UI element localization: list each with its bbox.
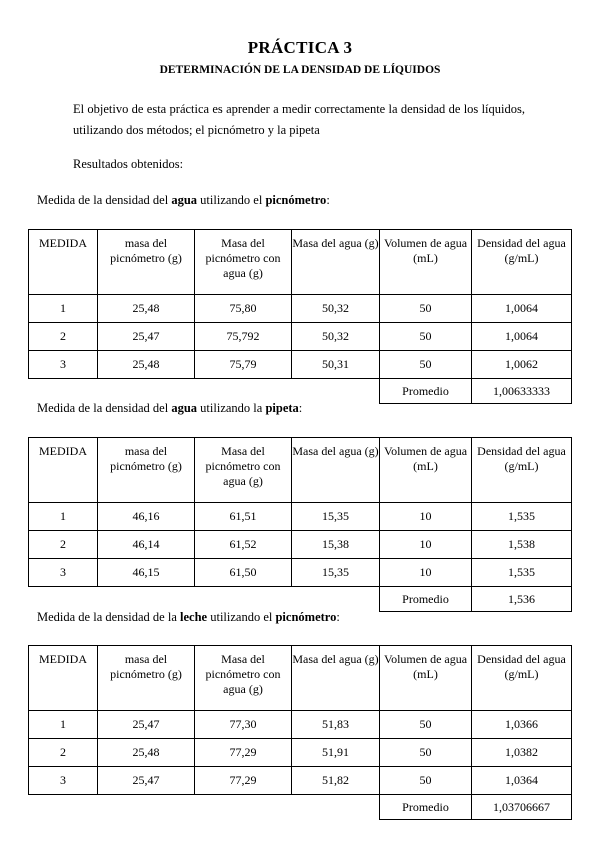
header-cell: Masa del agua (g) (292, 438, 380, 503)
table-row (29, 531, 572, 559)
average-value: 1,536 (472, 587, 572, 612)
average-value: 1,03706667 (472, 795, 572, 820)
table-row (29, 295, 572, 323)
table-cell: 2 (29, 323, 98, 351)
table-cell: 25,48 (98, 351, 195, 379)
table-cell: 50 (380, 711, 472, 739)
table-water-picnometer (28, 229, 572, 404)
average-label: Promedio (380, 795, 472, 820)
table-cell: 1,535 (472, 559, 572, 587)
header-cell: Masa del picnómetro con agua (g) (195, 646, 292, 711)
table-cell: 50 (380, 739, 472, 767)
table-cell: 75,80 (195, 295, 292, 323)
table-cell: 50,32 (292, 323, 380, 351)
header-cell: Densidad del agua (g/mL) (472, 230, 572, 295)
average-value: 1,00633333 (472, 379, 572, 404)
table-cell: 1 (29, 295, 98, 323)
table-caption-1: Medida de la densidad del agua utilizando el picnómetro: (37, 193, 330, 207)
table-cell: 1,0064 (472, 323, 572, 351)
table-cell: 1 (29, 503, 98, 531)
table-cell: 15,35 (292, 503, 380, 531)
header-cell: masa del picnómetro (g) (98, 230, 195, 295)
table-caption-3: Medida de la densidad de la leche utilizando el picnómetro: (37, 610, 340, 624)
header-cell: Volumen de agua (mL) (380, 230, 472, 295)
table-cell: 75,79 (195, 351, 292, 379)
table-cell: 50,32 (292, 295, 380, 323)
table-row (29, 739, 572, 767)
table-cell: 1,0064 (472, 295, 572, 323)
table-cell: 46,15 (98, 559, 195, 587)
header-cell: MEDIDA (29, 230, 98, 295)
table-cell: 10 (380, 503, 472, 531)
page-subtitle: DETERMINACIÓN DE LA DENSIDAD DE LÍQUIDOS (159, 64, 441, 76)
header-cell: Masa del agua (g) (292, 646, 380, 711)
results-label: Resultados obtenidos: (73, 157, 184, 171)
table-cell: 77,30 (195, 711, 292, 739)
table-cell: 51,83 (292, 711, 380, 739)
table-row (29, 559, 572, 587)
table-cell: 46,14 (98, 531, 195, 559)
header-cell: MEDIDA (29, 646, 98, 711)
table-cell: 77,29 (195, 739, 292, 767)
table-cell: 50 (380, 351, 472, 379)
table-cell: 1 (29, 711, 98, 739)
table-cell: 2 (29, 531, 98, 559)
table-cell: 15,35 (292, 559, 380, 587)
table-cell: 1,0382 (472, 739, 572, 767)
table-row (29, 323, 572, 351)
table-cell: 1,0062 (472, 351, 572, 379)
table-row (29, 767, 572, 795)
table-cell: 1,0364 (472, 767, 572, 795)
table-cell: 50 (380, 323, 472, 351)
table-cell: 25,47 (98, 711, 195, 739)
table-cell: 25,47 (98, 323, 195, 351)
table-cell: 61,50 (195, 559, 292, 587)
table-cell: 1,0366 (472, 711, 572, 739)
table-caption-2: Medida de la densidad del agua utilizando la pipeta: (37, 401, 303, 415)
header-cell: Masa del agua (g) (292, 230, 380, 295)
table-row (29, 503, 572, 531)
header-cell: MEDIDA (29, 438, 98, 503)
header-cell: Masa del picnómetro con agua (g) (195, 438, 292, 503)
table-cell: 25,47 (98, 767, 195, 795)
table-cell: 46,16 (98, 503, 195, 531)
table-cell: 1,535 (472, 503, 572, 531)
table-cell: 61,52 (195, 531, 292, 559)
table-cell: 75,792 (195, 323, 292, 351)
header-cell: masa del picnómetro (g) (98, 646, 195, 711)
table-cell: 25,48 (98, 739, 195, 767)
average-label: Promedio (380, 587, 472, 612)
header-cell: masa del picnómetro (g) (98, 438, 195, 503)
header-cell: Volumen de agua (mL) (380, 646, 472, 711)
intro-paragraph: El objetivo de esta práctica es aprender a medir correctamente la densidad de los líquidos, utilizando dos métodos; el picnómetro y la pipeta (73, 102, 525, 137)
table-cell: 61,51 (195, 503, 292, 531)
table-cell: 25,48 (98, 295, 195, 323)
header-cell: Densidad del agua (g/mL) (472, 646, 572, 711)
table-cell: 51,82 (292, 767, 380, 795)
table-water-pipette (28, 437, 572, 612)
table-cell: 2 (29, 739, 98, 767)
page-title: PRÁCTICA 3 (247, 38, 353, 57)
table-cell: 10 (380, 559, 472, 587)
table-cell: 15,38 (292, 531, 380, 559)
table-cell: 10 (380, 531, 472, 559)
table-cell: 50 (380, 767, 472, 795)
average-row (29, 587, 572, 612)
table-cell: 3 (29, 559, 98, 587)
average-label: Promedio (380, 379, 472, 404)
average-row (29, 795, 572, 820)
header-cell: Volumen de agua (mL) (380, 438, 472, 503)
table-cell: 1,538 (472, 531, 572, 559)
table-cell: 3 (29, 767, 98, 795)
table-cell: 50,31 (292, 351, 380, 379)
header-cell: Densidad del agua (g/mL) (472, 438, 572, 503)
table-row (29, 351, 572, 379)
table-row (29, 711, 572, 739)
table-milk-picnometer (28, 645, 572, 820)
table-cell: 3 (29, 351, 98, 379)
average-row (29, 379, 572, 404)
table-cell: 51,91 (292, 739, 380, 767)
header-cell: Masa del picnómetro con agua (g) (195, 230, 292, 295)
table-cell: 50 (380, 295, 472, 323)
table-cell: 77,29 (195, 767, 292, 795)
